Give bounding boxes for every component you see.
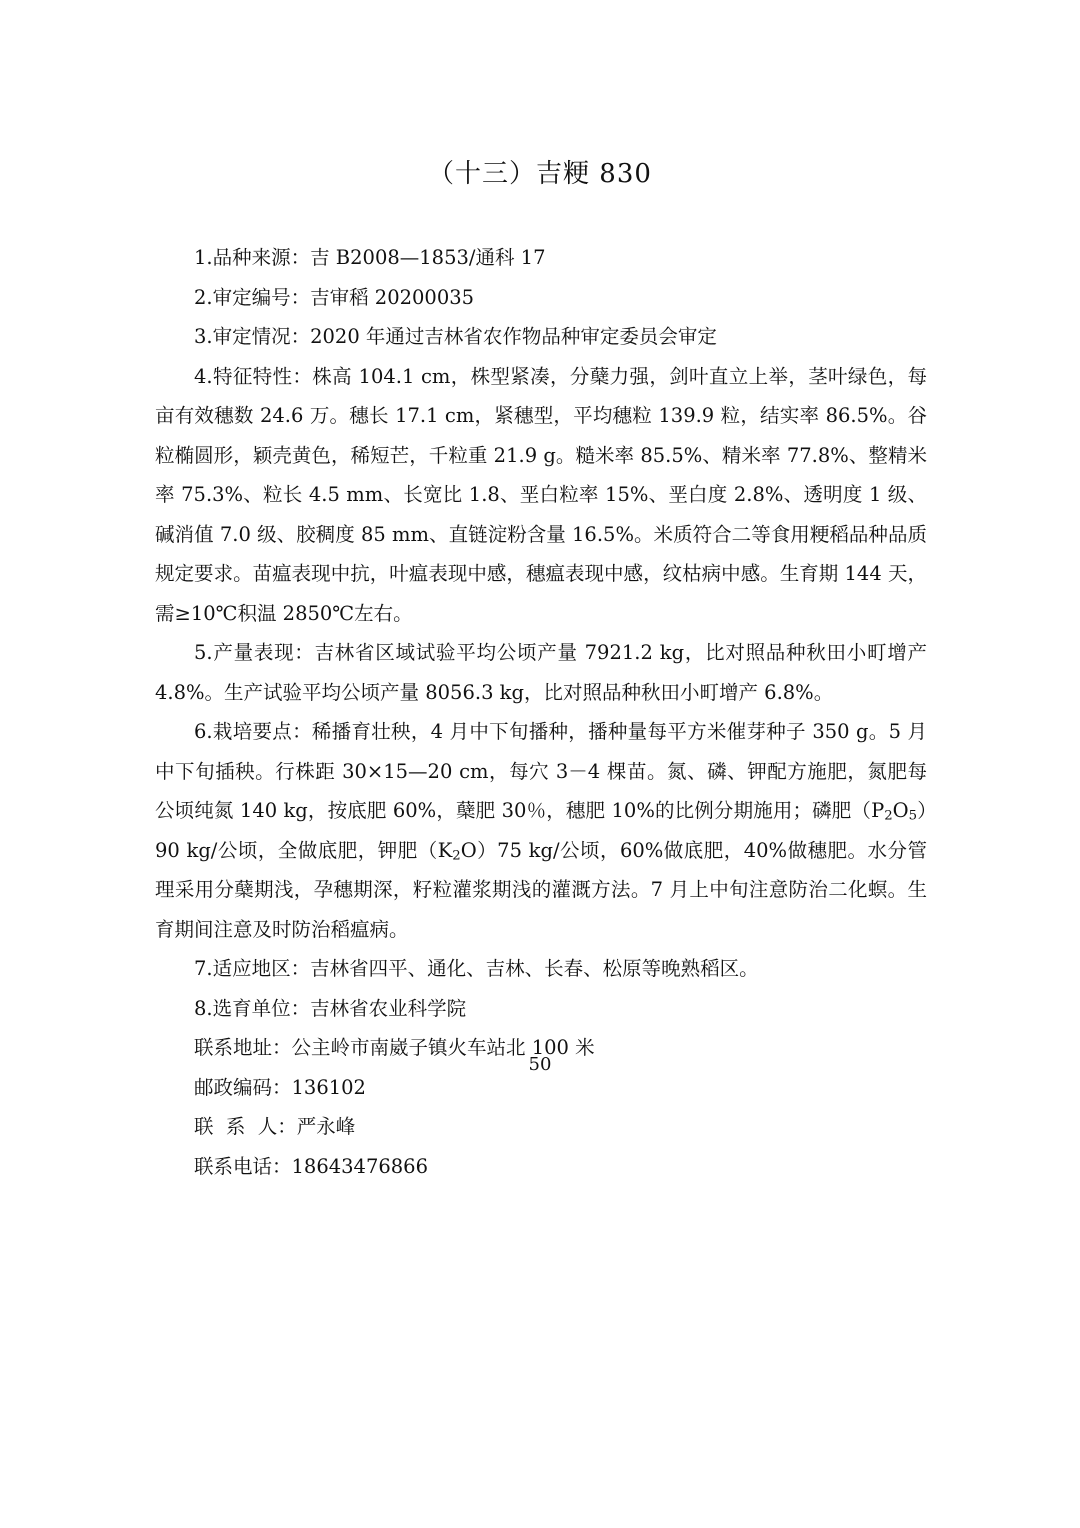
contact-value: 公主岭市南崴子镇火车站北 100 米 [291, 1036, 595, 1059]
item-label: 3.审定情况： [194, 325, 311, 348]
item-source [155, 238, 927, 278]
item-text: 吉 B2008—1853/通科 17 [310, 246, 546, 269]
item-region [155, 949, 927, 989]
item-approval-status [155, 317, 927, 357]
item-text: O）75 kg/公顷，60%做底肥，40%做穗肥。水分管理采用分蘖期浅，孕穗期深，籽粒灌浆期浅的灌溉方法。7 月上中旬注意防治二化螟。生育期间注意及时防治稻瘟病。 [155, 838, 927, 941]
contact-label: 联 系 人： [194, 1115, 297, 1138]
contact-label: 邮政编码： [194, 1075, 292, 1099]
item-approval-number [155, 278, 927, 318]
item-text: 2020 年通过吉林省农作物品种审定委员会审定 [310, 325, 717, 348]
contact-phone [155, 1147, 927, 1187]
item-label: 4.特征特性： [194, 364, 313, 388]
item-label: 6.栽培要点： [194, 720, 312, 743]
item-breeder [155, 989, 927, 1029]
item-label: 5.产量表现： [194, 641, 315, 664]
item-yield [155, 633, 927, 712]
subscript: 5 [908, 808, 918, 824]
item-text: 吉林省农业科学院 [310, 996, 467, 1020]
item-text: 株高 104.1 cm，株型紧凑，分蘖力强，剑叶直立上举，茎叶绿色，每亩有效穗数 24.6 万。穗长 17.1 cm，紧穗型，平均穗粒 139.9 粒，结实率 86.5%。谷粒椭圆形，颖壳黄色，稀短芒，千粒重 21.9 g。糙米率 85.5%、精米率 77.8%、整精米率 75.3%、粒长 4.5 mm、长宽比 1.8、垩白粒率 15%、垩白度 2.8%、透明度 1 级、碱消值 7.0 级、胶稠度 85 mm、直链淀粉含量 16.5%。米质符合二等食用粳稻品种品质规定要求。苗瘟表现中抗，叶瘟表现中感，穗瘟表现中感，纹枯病中感。生育期 144 天，需≥10℃积温 2850℃左右。 [155, 364, 928, 625]
subscript: 2 [884, 808, 893, 824]
item-text: 吉审稻 20200035 [310, 285, 475, 309]
contact-person [155, 1107, 927, 1147]
item-cultivation [155, 712, 927, 949]
item-characteristics [155, 357, 927, 634]
contact-value: 严永峰 [296, 1115, 356, 1138]
contact-value: 18643476866 [291, 1154, 428, 1178]
page-number: 50 [528, 1054, 552, 1075]
item-label: 2.审定编号： [194, 285, 311, 309]
contact-label: 联系电话： [194, 1154, 292, 1178]
section-title: （十三）吉粳 830 [428, 159, 652, 189]
document-body [155, 238, 927, 1186]
contact-label: 联系地址： [194, 1036, 292, 1059]
item-label: 8.选育单位： [194, 996, 311, 1020]
item-text: 吉林省四平、通化、吉林、长春、松原等晚熟稻区。 [310, 957, 759, 980]
item-label: 1.品种来源： [194, 246, 311, 269]
item-text: O [892, 799, 909, 822]
item-text: 稀播育壮秧，4 月中下旬播种，播种量每平方米催芽种子 350 g。5 月中下旬插秧。行株距 30×15—20 cm，每穴 3－4 棵苗。氮、磷、钾配方施肥，氮肥每公顷纯氮 140 kg，按底肥 60%，蘖肥 30％，穗肥 10%的比例分期施用；磷肥（P [155, 720, 927, 822]
item-label: 7.适应地区： [194, 957, 311, 980]
item-text: ）90 kg/公顷，全做底肥，钾肥（K [155, 799, 927, 862]
subscript: 2 [452, 848, 461, 864]
contact-value: 136102 [291, 1075, 366, 1099]
item-text: 吉林省区域试验平均公顷产量 7921.2 kg，比对照品种秋田小町增产 4.8%。生产试验平均公顷产量 8056.3 kg，比对照品种秋田小町增产 6.8%。 [155, 641, 927, 704]
